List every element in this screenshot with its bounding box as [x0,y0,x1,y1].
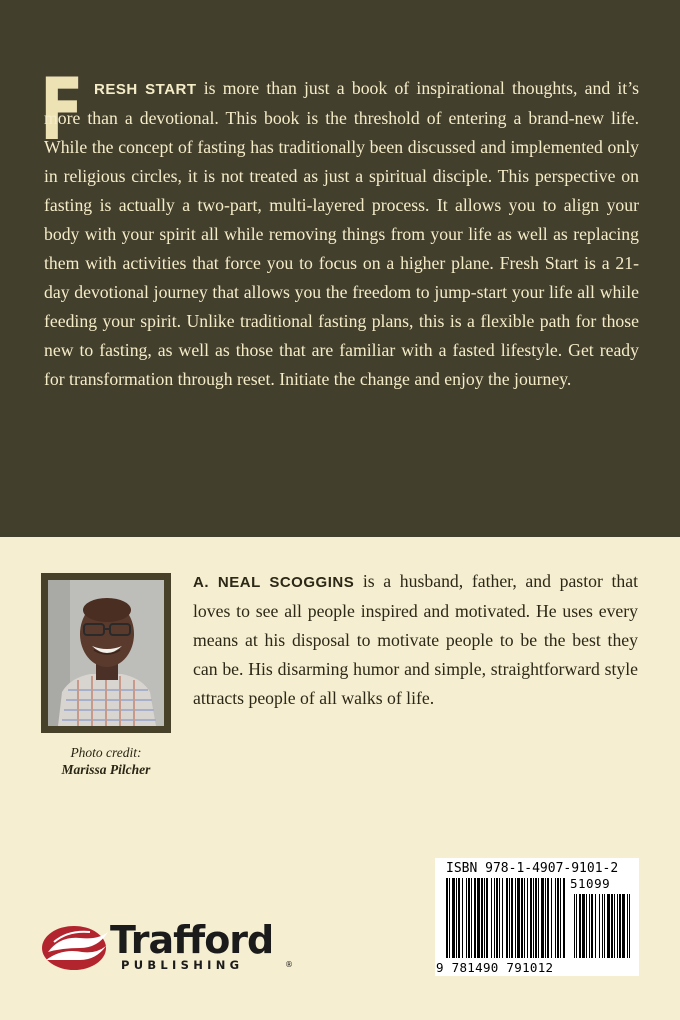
photographer-name: Marissa Pilcher [61,762,151,777]
author-bio [193,567,638,713]
photo-credit-label: Photo credit: [70,745,142,760]
drop-cap: F [40,60,84,160]
publisher-brand: Trafford [110,918,274,962]
ean-digits: 9 781490 791012 [436,960,554,975]
title-lead: RESH START [94,81,197,98]
author-portrait-image [48,580,164,726]
book-description [44,74,639,394]
description-text: is more than just a book of inspirational thoughts, and it’s more than a devotional. This book is the threshold of entering a brand-new life. While the concept of fasting has traditionally been discussed and implemented only in religious circles, it is not treated as just a spiritual disciple. This perspective on fasting is actually a two-part, multi-layered process. It allows you to align your body with your spirit all while removing things from your life as well as replacing them with activities that force you to focus on a higher plane. Fresh Start is a 21-day devotional journey that allows you the freedom to jump-start your life all while feeding your spirit. Unlike traditional fasting plans, this is a flexible path for those new to fasting, as well as those that are familiar with a fasted lifestyle. Get ready for transformation through reset. Initiate the change and enjoy the journey. [44,78,640,389]
isbn-label: ISBN 978-1-4907-9101-2 [446,861,619,876]
author-name: A. NEAL SCOGGINS [193,574,355,591]
registered-mark: ® [285,960,293,969]
author-bio-text: is a husband, father, and pastor that loves to see all people inspired and motivated. He uses every means at his disposal to motivate people to be the best they can be. His disarming humor and simple, straightforward style attracts people of all walks of life. [193,571,639,708]
photo-credit [50,744,162,778]
addon-code: 51099 [570,876,632,891]
publisher-tagline: PUBLISHING [121,958,244,972]
author-photo [48,580,164,726]
trafford-logo-icon [40,918,112,974]
